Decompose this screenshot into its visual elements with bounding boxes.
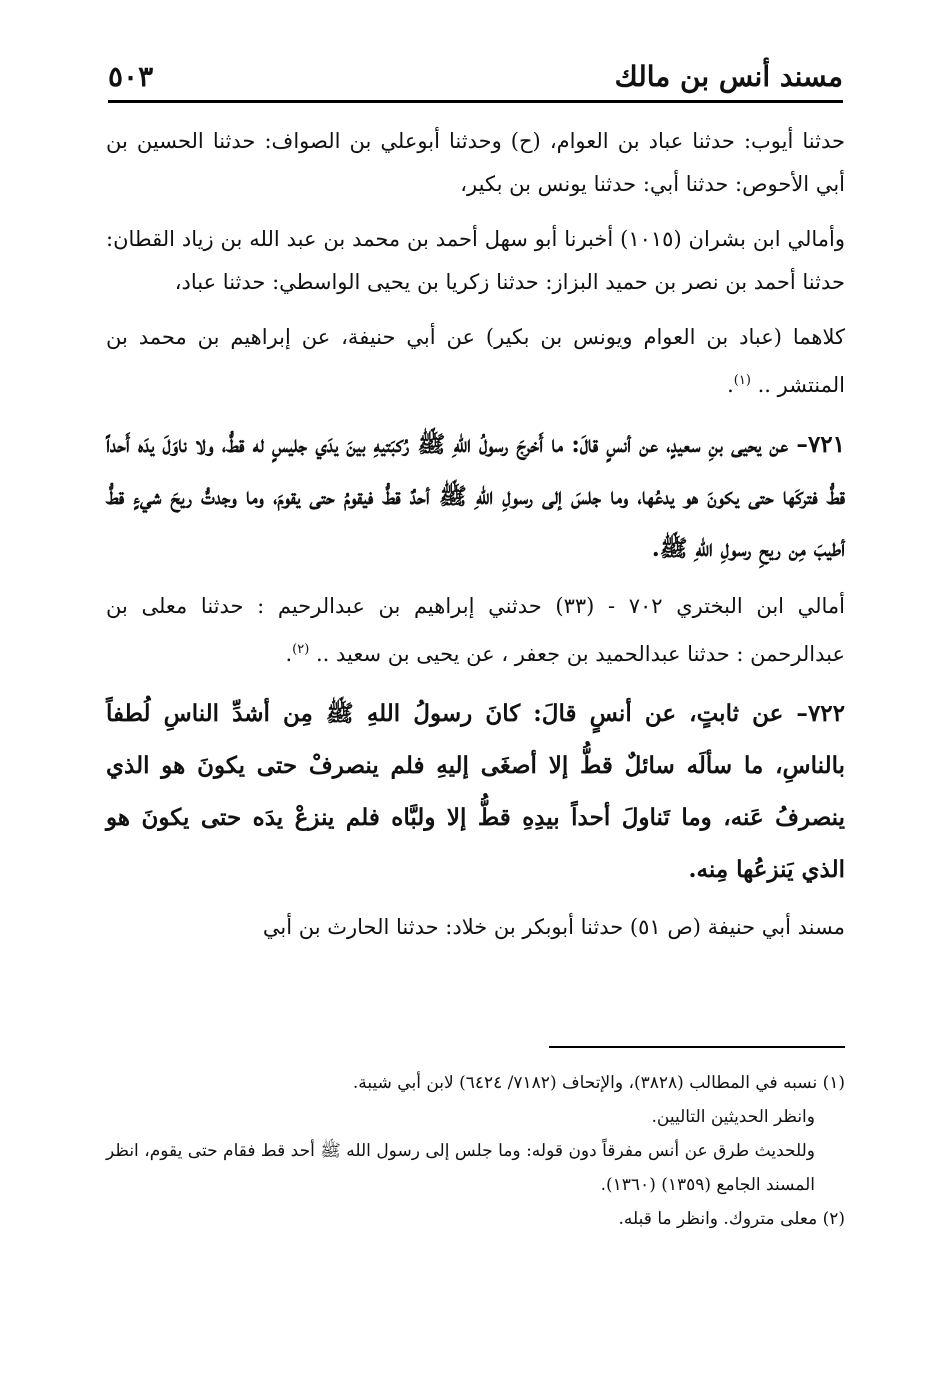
footnote-1: (١) نسبه في المطالب (٣٨٢٨)، والإتحاف (٧١٨٢/ ٦٤٢٤) لابن أبي شيبة.: [352, 1073, 845, 1093]
paragraph-text: وأمالي ابن بشران (١٠١٥) أخبرنا أبو سهل أحمد بن محمد بن عبد الله بن زياد القطان: حدثنا أحمد بن نصر بن حميد البزاز: حدثنا زكريا بن يحيى الواسطي: حدثنا عباد،: [106, 227, 845, 294]
footnote-separator: [549, 1046, 845, 1048]
paragraph-text: حدثنا أيوب: حدثنا عباد بن العوام، (ح) وحدثنا أبوعلي بن الصواف: حدثنا الحسين بن أبي الأحوص: حدثنا أبي: حدثنا يونس بن بكير،: [106, 129, 845, 196]
paragraph-text: مسند أبي حنيفة (ص ٥١) حدثنا أبوبكر بن خلاد: حدثنا الحارث بن أبي: [262, 915, 845, 939]
footnotes: [106, 1066, 845, 1236]
paragraph-tail: .: [727, 373, 734, 397]
header-rule: [108, 100, 843, 103]
hadith-text: ٧٢١– عن يحيى بنِ سعيدٍ، عن أنسٍ قالَ: ما أَخرجَ رسولُ اللهِ ﷺ رُكبَتيهِ بينَ يدَي جليسٍ له قطُّ، ولا ناوَلَ يدَه أَحداً قطُّ فتركَها حتى يكونَ هو يدعُها، وما جلسَ إلى رسولِ اللهِ ﷺ أحدٌ قطُّ فيقومُ حتى يقومَ، وما وجدتُّ ريحَ شيءٍ قطُّ أطيبَ مِن ريحِ رسولِ اللهِ ﷺ.: [106, 431, 845, 562]
isnad-paragraph: [106, 120, 845, 206]
footnote-1-continuation: وللحديث طرق عن أنس مفرقاً دون قوله: وما جلس إلى رسول الله ﷺ أحد قط فقام حتى يقوم، انظر المسند الجامع (١٣٥٩) (١٣٦٠).: [106, 1141, 815, 1195]
footnote-ref: (١): [733, 373, 751, 388]
page-number: ٥٠٣: [108, 60, 154, 93]
paragraph-text: كلاهما (عباد بن العوام ويونس بن بكير) عن أبي حنيفة، عن إبراهيم بن محمد بن المنتشر ..: [106, 325, 845, 397]
isnad-paragraph: [106, 316, 845, 407]
main-text: [106, 120, 845, 961]
isnad-paragraph: [106, 906, 845, 949]
paragraph-text: أمالي ابن البختري ٧٠٢ - (٣٣) حدثني إبراهيم بن عبدالرحيم : حدثنا معلى بن عبدالرحمن : حدثنا عبدالحميد بن جعفر ، عن يحيى بن سعيد ..: [106, 594, 846, 666]
running-header: [108, 60, 843, 104]
hadith-text: ٧٢٢– عن ثابتٍ، عن أنسٍ قالَ: كانَ رسولُ اللهِ ﷺ مِن أشدِّ الناسِ لُطفاً بالناسِ، ما سألَه سائلٌ قطُّ إلا أصغَى إليهِ فلم ينصرفْ حتى يكونَ هو الذي ينصرفُ عَنه، وما تَناولَ أحداً بيدِهِ قطُّ إلا ولبَّاه فلم ينزعْ يدَه حتى يكونَ هو الذي يَنزعُها مِنه.: [106, 700, 845, 883]
hadith-722: [106, 688, 845, 896]
isnad-paragraph: [106, 585, 845, 676]
header-title: مسند أنس بن مالك: [614, 60, 843, 93]
paragraph-tail: .: [285, 642, 293, 666]
isnad-paragraph: [106, 218, 845, 304]
footnote-1-continuation: وانظر الحديثين التاليين.: [651, 1107, 815, 1127]
hadith-721: [106, 419, 845, 575]
footnote-2: (٢) معلى متروك. وانظر ما قبله.: [618, 1209, 845, 1229]
footnote-ref: (٢): [292, 642, 310, 657]
